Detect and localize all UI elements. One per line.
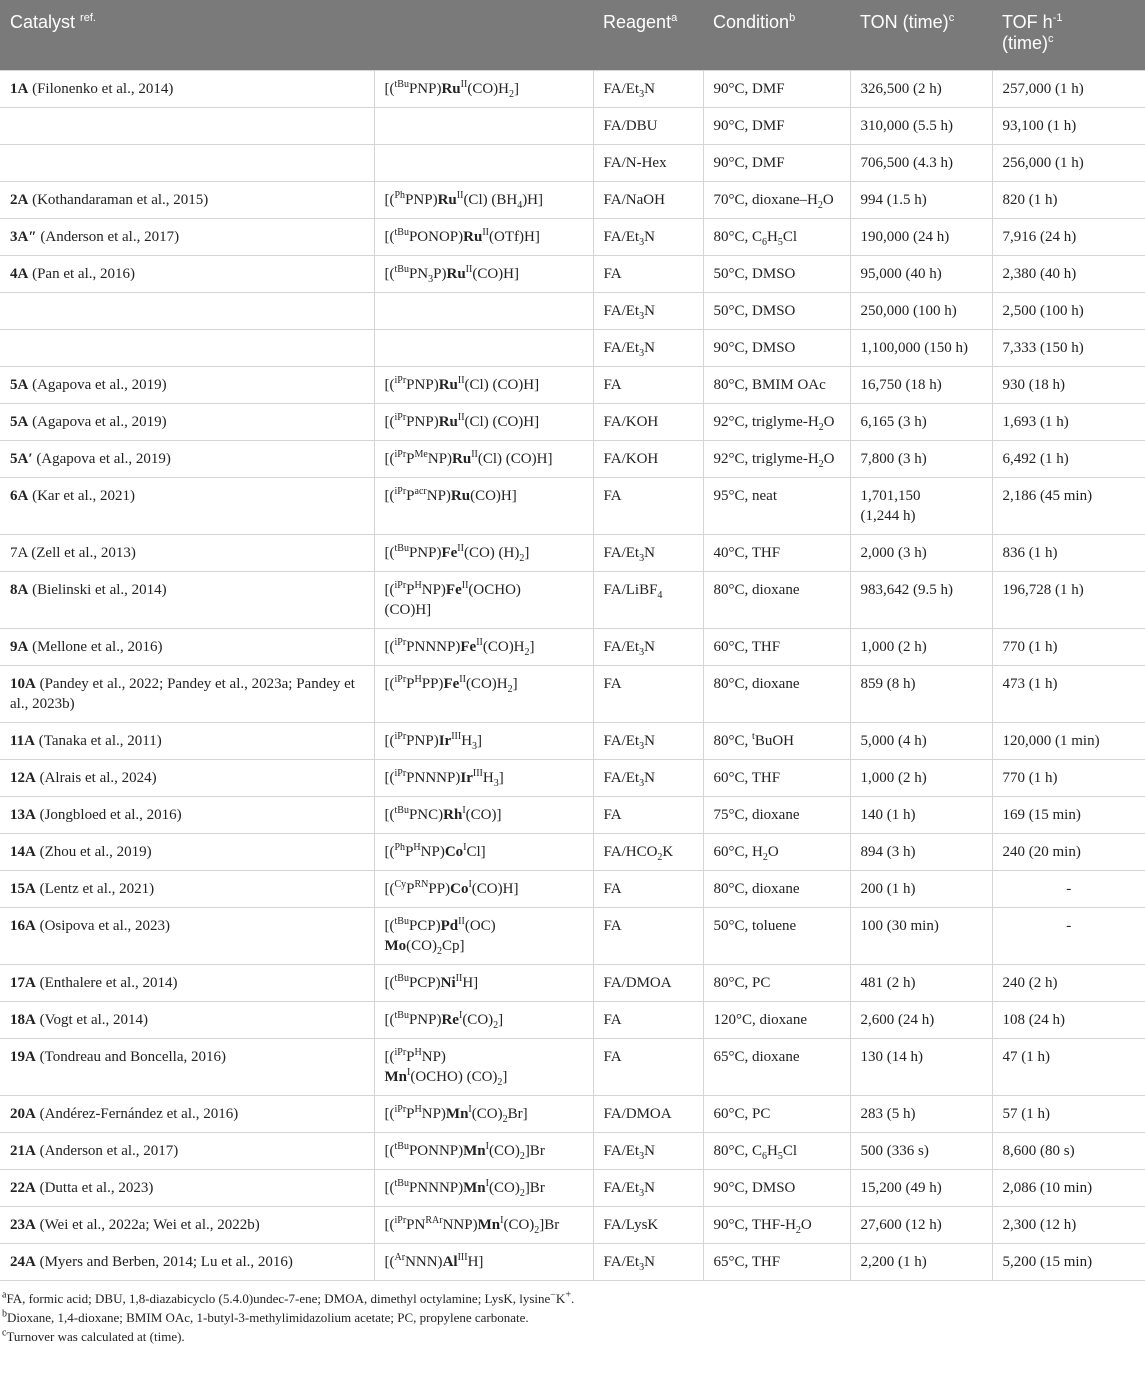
ton-cell: 500 (336 s) [850, 1133, 992, 1170]
formula-cell: $[(^{tBu}PONNP)Mn^I(CO)_2]Br$ [374, 1133, 593, 1170]
formula-cell: [$(^{iPr}P^HNP)Fe^{II}(OCHO)$ (CO)H] [374, 572, 593, 629]
condition-cell: 80°C, dioxane [703, 572, 850, 629]
catalyst-reference: (Dutta et al., 2023) [39, 1180, 154, 1196]
tof-cell: 57 (1 h) [992, 1096, 1145, 1133]
catalyst-cell [0, 1096, 374, 1133]
catalyst-id: 12A [10, 770, 36, 786]
ton-cell: 326,500 (2 h) [850, 71, 992, 108]
condition-cell: 92°C, triglyme-$H_2O$ [703, 441, 850, 478]
tof-cell: 836 (1 h) [992, 535, 1145, 572]
reagent-cell: FA [593, 367, 703, 404]
reagent-cell: $FA/Et_3N$ [593, 629, 703, 666]
formula-cell: [$(^{iPr}P^{Me}NP)Ru^{II}(Cl)$ (CO)H] [374, 441, 593, 478]
catalyst-id: 5A [10, 414, 29, 430]
ton-cell: 2,000 (3 h) [850, 535, 992, 572]
catalyst-id: 2A [10, 192, 29, 208]
table-row [0, 1244, 1145, 1281]
ton-cell: 100 (30 min) [850, 908, 992, 965]
formula-cell: [$(^{iPr}P^HNP)$ $Mn^I(OCHO)$ $(CO)_2$] [374, 1039, 593, 1096]
catalyst-id: 18A [10, 1012, 36, 1028]
catalyst-id: 10A [10, 676, 36, 692]
table-row [0, 478, 1145, 535]
formula-cell: $[(^{iPr}P^HNP)Mn^I(CO)_2Br]$ [374, 1096, 593, 1133]
catalyst-cell [0, 256, 374, 293]
reagent-cell: FA/KOH [593, 404, 703, 441]
table-row [0, 629, 1145, 666]
reagent-cell: FA/DBU [593, 108, 703, 145]
catalyst-reference: (Zell et al., 2013) [31, 545, 136, 561]
formula-cell: $[(^{Cy}P^{RN}PP)Co^I(CO)H]$ [374, 871, 593, 908]
reagent-cell: $FA/Et_3N$ [593, 1244, 703, 1281]
table-row [0, 1002, 1145, 1039]
table-row [0, 1133, 1145, 1170]
tof-cell: 240 (2 h) [992, 965, 1145, 1002]
ton-cell: 1,701,150 (1,244 h) [850, 478, 992, 535]
reagent-cell: FA/LiBF$_4$ [593, 572, 703, 629]
formula-cell: $[(^{iPr}PNNNP)Ir^{III}H_3]$ [374, 760, 593, 797]
catalyst-cell [0, 330, 374, 367]
condition-cell: 90°C, DMSO [703, 330, 850, 367]
table-row [0, 367, 1145, 404]
ton-cell: 481 (2 h) [850, 965, 992, 1002]
catalyst-id: 5A′ [10, 451, 33, 467]
table-row [0, 330, 1145, 367]
condition-cell: 90°C, DMF [703, 145, 850, 182]
formula-cell [374, 108, 593, 145]
catalyst-id: 14A [10, 844, 36, 860]
catalyst-reference: (Kothandaraman et al., 2015) [32, 192, 209, 208]
ton-cell: 130 (14 h) [850, 1039, 992, 1096]
table-row [0, 572, 1145, 629]
catalyst-cell [0, 871, 374, 908]
reagent-cell: FA [593, 256, 703, 293]
reagent-cell: FA [593, 666, 703, 723]
formula-cell: $[(^{tBu}PONOP)Ru^{II}(OTf)H]$ [374, 219, 593, 256]
condition-cell: 80°C, $C_6H_5Cl$ [703, 219, 850, 256]
condition-cell: 50°C, toluene [703, 908, 850, 965]
condition-cell: 75°C, dioxane [703, 797, 850, 834]
catalyst-reference: (Kar et al., 2021) [32, 488, 135, 504]
condition-cell: 70°C, dioxane–$H_2O$ [703, 182, 850, 219]
ton-cell: 283 (5 h) [850, 1096, 992, 1133]
catalyst-reference: (Agapova et al., 2019) [32, 377, 167, 393]
table-footnotes [0, 1281, 1145, 1346]
tof-cell: 7,333 (150 h) [992, 330, 1145, 367]
catalyst-reference: (Enthalere et al., 2014) [39, 975, 178, 991]
table-row [0, 908, 1145, 965]
formula-cell: $[(^{iPr}PNNNP)Fe^{II}(CO)H_2]$ [374, 629, 593, 666]
reagent-cell: FA/NaOH [593, 182, 703, 219]
table-row [0, 1039, 1145, 1096]
ton-cell: 6,165 (3 h) [850, 404, 992, 441]
ton-cell: 894 (3 h) [850, 834, 992, 871]
condition-cell: 80°C, BMIM OAc [703, 367, 850, 404]
tof-cell: 7,916 (24 h) [992, 219, 1145, 256]
catalyst-cell [0, 1170, 374, 1207]
catalyst-cell [0, 535, 374, 572]
condition-cell: 80°C, dioxane [703, 871, 850, 908]
catalyst-reference: (Mellone et al., 2016) [32, 639, 163, 655]
tof-cell: 2,300 (12 h) [992, 1207, 1145, 1244]
catalyst-cell [0, 760, 374, 797]
table-row [0, 1096, 1145, 1133]
catalyst-id: 9A [10, 639, 29, 655]
table-row [0, 535, 1145, 572]
reagent-cell: $FA/Et_3N$ [593, 219, 703, 256]
catalyst-cell [0, 908, 374, 965]
tof-cell: 6,492 (1 h) [992, 441, 1145, 478]
reagent-cell: FA/N-Hex [593, 145, 703, 182]
reagent-cell: $FA/Et_3N$ [593, 1170, 703, 1207]
table-row [0, 965, 1145, 1002]
condition-cell: 120°C, dioxane [703, 1002, 850, 1039]
catalyst-reference: (Pan et al., 2016) [32, 266, 135, 282]
ton-cell: 1,100,000 (150 h) [850, 330, 992, 367]
catalyst-cell [0, 572, 374, 629]
formula-cell: $[(^{tBu}PNP)Re^I(CO)_2]$ [374, 1002, 593, 1039]
ton-cell: 15,200 (49 h) [850, 1170, 992, 1207]
tof-cell: 120,000 (1 min) [992, 723, 1145, 760]
tof-cell: 5,200 (15 min) [992, 1244, 1145, 1281]
catalyst-cell [0, 71, 374, 108]
table-row [0, 293, 1145, 330]
catalyst-reference: (Bielinski et al., 2014) [32, 582, 167, 598]
catalyst-cell [0, 108, 374, 145]
formula-cell: $[(^{Ph}P^HNP)Co^ICl]$ [374, 834, 593, 871]
condition-cell: 92°C, triglyme-$H_2O$ [703, 404, 850, 441]
catalyst-id: 19A [10, 1049, 36, 1065]
table-row [0, 108, 1145, 145]
tof-cell: 257,000 (1 h) [992, 71, 1145, 108]
catalyst-reference: (Osipova et al., 2023) [39, 918, 170, 934]
tof-cell: 169 (15 min) [992, 797, 1145, 834]
catalyst-reference: (Agapova et al., 2019) [36, 451, 171, 467]
formula-cell: $[(^{tBu}PNP)Ru^{II}(CO)H_2]$ [374, 71, 593, 108]
tof-cell: 1,693 (1 h) [992, 404, 1145, 441]
reagent-cell: $FA/Et_3N$ [593, 330, 703, 367]
catalyst-id: 3A″ [10, 229, 37, 245]
reagent-cell: $FA/Et_3N$ [593, 71, 703, 108]
catalyst-cell [0, 293, 374, 330]
formula-cell: $[(^{iPr}PNP)Ir^{III}H_3]$ [374, 723, 593, 760]
header-row [0, 0, 1145, 71]
footnote: $^b$Dioxane, 1,4-dioxane; BMIM OAc, 1-butyl-3-methylimidazolium acetate; PC, propylene carbonate. [2, 1308, 529, 1325]
table-row [0, 797, 1145, 834]
table-row [0, 219, 1145, 256]
table-row [0, 760, 1145, 797]
condition-cell: 60°C, THF [703, 629, 850, 666]
reagent-cell: FA [593, 478, 703, 535]
table-row [0, 834, 1145, 871]
condition-cell: 50°C, DMSO [703, 293, 850, 330]
catalyst-id: 5A [10, 377, 29, 393]
catalyst-reference: (Filonenko et al., 2014) [32, 81, 174, 97]
header-tof: TOF $h^{-1}$ (time)$^c$ [992, 0, 1145, 71]
catalyst-id: 22A [10, 1180, 36, 1196]
formula-cell [374, 293, 593, 330]
ton-cell: 706,500 (4.3 h) [850, 145, 992, 182]
catalyst-reference: (Lentz et al., 2021) [39, 881, 155, 897]
catalyst-reference: (Tondreau and Boncella, 2016) [39, 1049, 226, 1065]
tof-cell: 2,186 (45 min) [992, 478, 1145, 535]
tof-cell: - [992, 908, 1145, 965]
formula-cell: [$(^{iPr}PNP)Ru^{II}(Cl)$ (CO)H] [374, 367, 593, 404]
catalyst-reference: (Anderson et al., 2017) [40, 229, 180, 245]
ton-cell: 983,642 (9.5 h) [850, 572, 992, 629]
formula-cell [374, 330, 593, 367]
catalyst-reference: (Myers and Berben, 2014; Lu et al., 2016) [39, 1254, 293, 1270]
tof-cell: 256,000 (1 h) [992, 145, 1145, 182]
reagent-cell: FA/DMOA [593, 965, 703, 1002]
formula-cell: $[(^{Ar}NNN)Al^{III}H]$ [374, 1244, 593, 1281]
reagent-cell: $FA/Et_3N$ [593, 723, 703, 760]
formula-cell: [$(^{Ph}PNP)Ru^{II}(Cl)$ $(BH_4)H$] [374, 182, 593, 219]
catalyst-cell [0, 1133, 374, 1170]
tof-cell: 473 (1 h) [992, 666, 1145, 723]
tof-cell: 108 (24 h) [992, 1002, 1145, 1039]
catalyst-id: 6A [10, 488, 29, 504]
catalyst-reference: (Tanaka et al., 2011) [38, 733, 162, 749]
header-reagent: Reagent$^a$ [593, 0, 703, 71]
reagent-cell: $FA/Et_3N$ [593, 293, 703, 330]
ton-cell: 7,800 (3 h) [850, 441, 992, 478]
reagent-cell: $FA/HCO_2K$ [593, 834, 703, 871]
ton-cell: 859 (8 h) [850, 666, 992, 723]
ton-cell: 200 (1 h) [850, 871, 992, 908]
table-row [0, 145, 1145, 182]
catalyst-id: 21A [10, 1143, 36, 1159]
tof-cell: 47 (1 h) [992, 1039, 1145, 1096]
catalyst-reference: (Jongbloed et al., 2016) [39, 807, 182, 823]
condition-cell: 90°C, DMF [703, 71, 850, 108]
condition-cell: 80°C, $C_6H_5Cl$ [703, 1133, 850, 1170]
condition-cell: 65°C, dioxane [703, 1039, 850, 1096]
catalyst-cell [0, 1244, 374, 1281]
catalyst-id: 8A [10, 582, 29, 598]
catalyst-id: 23A [10, 1217, 36, 1233]
condition-cell: 80°C, $^t$BuOH [703, 723, 850, 760]
catalyst-id: 16A [10, 918, 36, 934]
catalyst-reference: (Agapova et al., 2019) [32, 414, 167, 430]
formula-cell: $[(^{tBu}PCP)Ni^{II}H]$ [374, 965, 593, 1002]
reagent-cell: FA [593, 871, 703, 908]
catalyst-id: 24A [10, 1254, 36, 1270]
table-row [0, 1207, 1145, 1244]
footnote: $^c$Turnover was calculated at (time). [2, 1327, 185, 1344]
ton-cell: 994 (1.5 h) [850, 182, 992, 219]
reagent-cell: FA [593, 1002, 703, 1039]
tof-cell: 770 (1 h) [992, 760, 1145, 797]
table-row [0, 666, 1145, 723]
condition-cell: 60°C, PC [703, 1096, 850, 1133]
tof-cell: 2,086 (10 min) [992, 1170, 1145, 1207]
catalyst-id: 13A [10, 807, 36, 823]
catalyst-cell [0, 723, 374, 760]
tof-cell: 196,728 (1 h) [992, 572, 1145, 629]
ton-cell: 190,000 (24 h) [850, 219, 992, 256]
condition-cell: 90°C, DMSO [703, 1170, 850, 1207]
reagent-cell: FA/KOH [593, 441, 703, 478]
reagent-cell: FA [593, 1039, 703, 1096]
formula-cell: $[(^{tBu}PN_3P)Ru^{II}(CO)H]$ [374, 256, 593, 293]
catalyst-id: 7A [10, 545, 28, 561]
ton-cell: 2,200 (1 h) [850, 1244, 992, 1281]
ton-cell: 5,000 (4 h) [850, 723, 992, 760]
catalyst-reference: (Pandey et al., 2022; Pandey et al., 2023a; Pandey et al., 2023b) [10, 676, 355, 712]
tof-cell: - [992, 871, 1145, 908]
table-row [0, 256, 1145, 293]
condition-cell: 80°C, PC [703, 965, 850, 1002]
table-row [0, 1170, 1145, 1207]
catalyst-reference: (Zhou et al., 2019) [39, 844, 152, 860]
reagent-cell: FA [593, 908, 703, 965]
condition-cell: 95°C, neat [703, 478, 850, 535]
catalyst-cell [0, 1207, 374, 1244]
condition-cell: 90°C, THF-$H_2O$ [703, 1207, 850, 1244]
catalyst-cell [0, 797, 374, 834]
catalyst-cell [0, 441, 374, 478]
ton-cell: 310,000 (5.5 h) [850, 108, 992, 145]
reagent-cell: $FA/Et_3N$ [593, 1133, 703, 1170]
ton-cell: 250,000 (100 h) [850, 293, 992, 330]
catalyst-cell [0, 834, 374, 871]
catalyst-id: 20A [10, 1106, 36, 1122]
table-row [0, 723, 1145, 760]
catalyst-cell [0, 145, 374, 182]
table-row [0, 404, 1145, 441]
catalyst-cell [0, 1002, 374, 1039]
formula-cell: [$(^{iPr}PNP)Ru^{II}(Cl)$ (CO)H] [374, 404, 593, 441]
formula-cell: $[(^{iPr}PN^{RAr}NNP)Mn^I(CO)_2]Br$ [374, 1207, 593, 1244]
catalyst-reference: (Andérez-Fernández et al., 2016) [39, 1106, 239, 1122]
tof-cell: 93,100 (1 h) [992, 108, 1145, 145]
formula-cell: [$(^{tBu}PCP)Pd^{II}(OC)$ $Mo(CO)_2Cp$] [374, 908, 593, 965]
catalyst-cell [0, 219, 374, 256]
tof-cell: 2,500 (100 h) [992, 293, 1145, 330]
formula-cell: $[(^{tBu}PNC)Rh^I(CO)]$ [374, 797, 593, 834]
formula-cell [374, 145, 593, 182]
table-row [0, 71, 1145, 108]
catalyst-cell [0, 478, 374, 535]
catalyst-cell [0, 629, 374, 666]
condition-cell: 50°C, DMSO [703, 256, 850, 293]
formula-cell: $[(^{tBu}PNNNP)Mn^I(CO)_2]Br$ [374, 1170, 593, 1207]
footnote: $^a$FA, formic acid; DBU, 1,8-diazabicyclo (5.4.0)undec-7-ene; DMOA, dimethyl octylamine; LysK, lysine−K+. [2, 1289, 575, 1306]
tof-cell: 820 (1 h) [992, 182, 1145, 219]
catalyst-cell [0, 404, 374, 441]
tof-cell: 930 (18 h) [992, 367, 1145, 404]
reagent-cell: $FA/Et_3N$ [593, 760, 703, 797]
catalyst-id: 1A [10, 81, 29, 97]
table-row [0, 441, 1145, 478]
ton-cell: 2,600 (24 h) [850, 1002, 992, 1039]
catalyst-reference: (Anderson et al., 2017) [39, 1143, 179, 1159]
reagent-cell: FA [593, 797, 703, 834]
ton-cell: 95,000 (40 h) [850, 256, 992, 293]
condition-cell: 60°C, $H_2O$ [703, 834, 850, 871]
ton-cell: 140 (1 h) [850, 797, 992, 834]
catalyst-id: 17A [10, 975, 36, 991]
ton-cell: 27,600 (12 h) [850, 1207, 992, 1244]
ton-cell: 16,750 (18 h) [850, 367, 992, 404]
catalyst-cell [0, 666, 374, 723]
catalyst-cell [0, 965, 374, 1002]
ton-cell: 1,000 (2 h) [850, 629, 992, 666]
condition-cell: 90°C, DMF [703, 108, 850, 145]
catalyst-reference: (Alrais et al., 2024) [39, 770, 157, 786]
condition-cell: 65°C, THF [703, 1244, 850, 1281]
formula-cell: [$(^{tBu}PNP)Fe^{II}(CO)$ $(H)_2$] [374, 535, 593, 572]
reagent-cell: FA/DMOA [593, 1096, 703, 1133]
catalyst-cell [0, 1039, 374, 1096]
condition-cell: 60°C, THF [703, 760, 850, 797]
formula-cell: $[(^{iPr}P^HPP)Fe^{II}(CO)H_2]$ [374, 666, 593, 723]
catalyst-cell [0, 367, 374, 404]
catalyst-id: 15A [10, 881, 36, 897]
table-row [0, 871, 1145, 908]
catalyst-reference: (Vogt et al., 2014) [39, 1012, 149, 1028]
catalyst-reference: (Wei et al., 2022a; Wei et al., 2022b) [39, 1217, 260, 1233]
reagent-cell: FA/LysK [593, 1207, 703, 1244]
header-condition: Condition$^b$ [703, 0, 850, 71]
tof-cell: 240 (20 min) [992, 834, 1145, 871]
tof-cell: 8,600 (80 s) [992, 1133, 1145, 1170]
header-ton: TON (time)$^c$ [850, 0, 992, 71]
condition-cell: 40°C, THF [703, 535, 850, 572]
catalyst-id: 11A [10, 733, 36, 749]
tof-cell: 2,380 (40 h) [992, 256, 1145, 293]
condition-cell: 80°C, dioxane [703, 666, 850, 723]
catalyst-cell [0, 182, 374, 219]
tof-cell: 770 (1 h) [992, 629, 1145, 666]
catalyst-id: 4A [10, 266, 29, 282]
table-row [0, 182, 1145, 219]
ton-cell: 1,000 (2 h) [850, 760, 992, 797]
reagent-cell: $FA/Et_3N$ [593, 535, 703, 572]
header-catalyst: Catalyst $^{ref.}$ [0, 0, 593, 71]
formula-cell: $[(^{iPr}P^{acr}NP)Ru(CO)H]$ [374, 478, 593, 535]
